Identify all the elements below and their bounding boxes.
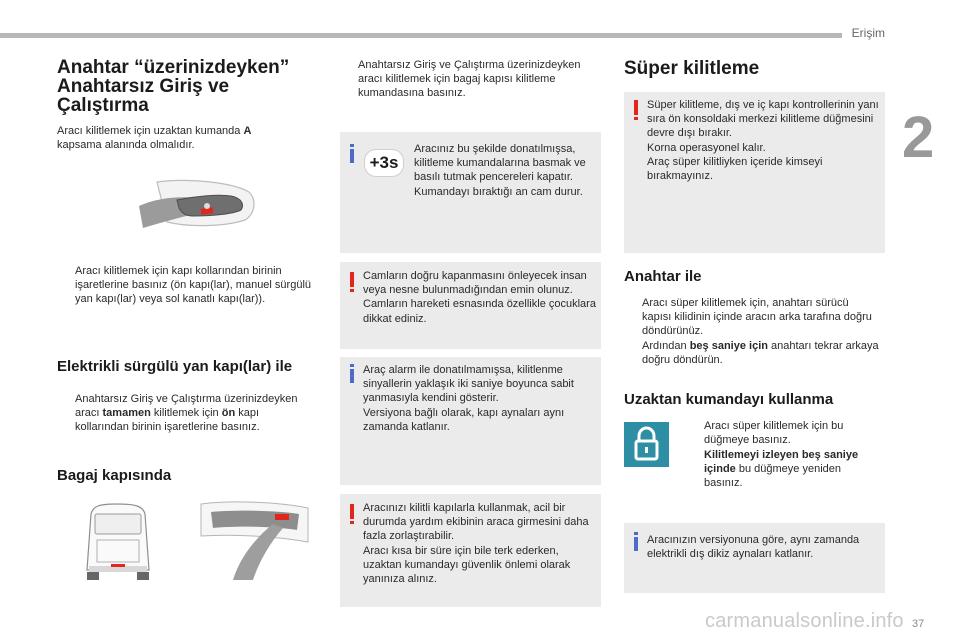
main-title: Anahtar “üzerinizdeyken” Anahtarsız Giriş ve Çalıştırma (57, 57, 290, 116)
header-rule (0, 33, 842, 38)
lock-button-icon (624, 422, 669, 467)
list-item: Aracı kilitlemek için kapı kollarından birinin işaretlerine basınız (ön kapı(lar), manuel sürgülü yan kapı(lar) veya sol kanatlı kapı(lar)). (75, 265, 312, 306)
section-label: Erişim (851, 26, 885, 40)
list-item: Anahtarsız Giriş ve Çalıştırma üzerinizdeyken aracı kilitlemek için bagaj kapısı kilitleme kumandasına basınız. (358, 59, 581, 100)
list-item: Aracı süper kilitlemek için, anahtarı sürücü kapısı kilidinin içinde aracın arka tarafına doğru döndürünüz. (642, 297, 872, 338)
super-locking-title: Süper kilitleme (624, 58, 760, 79)
warning-icon (350, 272, 354, 287)
sliding-door-title: Elektrikli sürgülü yan kapı(lar) ile (57, 358, 293, 375)
door-handle-illustration (137, 176, 261, 246)
chapter-number: 2 (902, 105, 935, 170)
hold-3s-badge: +3s (364, 149, 404, 177)
intro-text: Aracı kilitlemek için uzaktan kumanda A kapsama alanında olmalıdır. (57, 125, 252, 152)
warning-box: Süper kilitleme, dış ve iç kapı kontrollerinin yanı sıra ön konsoldaki merkezi kilitleme düğmesini devre dışı bırakır. Korna operasyonel kalır. Araç süper kilitliyken içeride kimseyi bırakmayınız. (624, 92, 885, 253)
info-icon (350, 369, 354, 383)
info-icon (634, 537, 638, 551)
warning-box: Aracınızı kilitli kapılarla kullanmak, acil bir durumda yardım ekibinin araca girmesini daha fazla zorlaştırabilir. Aracı kısa bir süre için bile terk ederken, uzaktan kumandayı güvenlik önlemi olarak yanınıza alınız. (340, 494, 601, 607)
warning-box: Camların doğru kapanmasını önleyecek insan veya nesne bulunmadığından emin olunuz. Camların hareketi esnasında özellikle çocuklara dikkat ediniz. (340, 262, 601, 349)
watermark: carmanualsonline.info (705, 610, 904, 632)
key-section-title: Anahtar ile (624, 268, 702, 285)
info-box: Aracınızın versiyonuna göre, aynı zamanda elektrikli dış dikiz aynaları katlanır. (624, 523, 885, 593)
boot-title: Bagaj kapısında (57, 467, 172, 484)
info-box: Araç alarm ile donatılmamışsa, kilitlenme sinyallerin yaklaşık iki saniye boyunca sabit yanmasıyla kendini gösterir. Versiyona bağlı olarak, kapı aynaları aynı zamanda katlanır. (340, 357, 601, 485)
warning-icon (350, 504, 354, 519)
boot-illustration (83, 500, 318, 582)
list-item: Ardından beş saniye için anahtarı tekrar arkaya doğru döndürün. (642, 340, 879, 367)
info-icon (350, 149, 354, 163)
warning-icon (634, 100, 638, 115)
list-item: Anahtarsız Giriş ve Çalıştırma üzerinizdeyken aracı tamamen kilitlemek için ön kapı kollarından birinin işaretlerine basınız. (75, 393, 298, 434)
remote-section-title: Uzaktan kumandayı kullanma (624, 391, 834, 408)
list-item: Aracı süper kilitlemek için bu düğmeye basınız. (704, 420, 844, 447)
list-item: Kilitlemeyi izleyen beş saniye içinde bu düğmeye yeniden basınız. (704, 449, 859, 490)
page-number: 37 (912, 618, 925, 630)
info-box: Aracınız bu şekilde donatılmışsa, kilitleme kumandalarına basmak ve basılı tutmak pencereleri kapatır. Kumandayı bıraktığı an cam durur. (340, 132, 601, 253)
